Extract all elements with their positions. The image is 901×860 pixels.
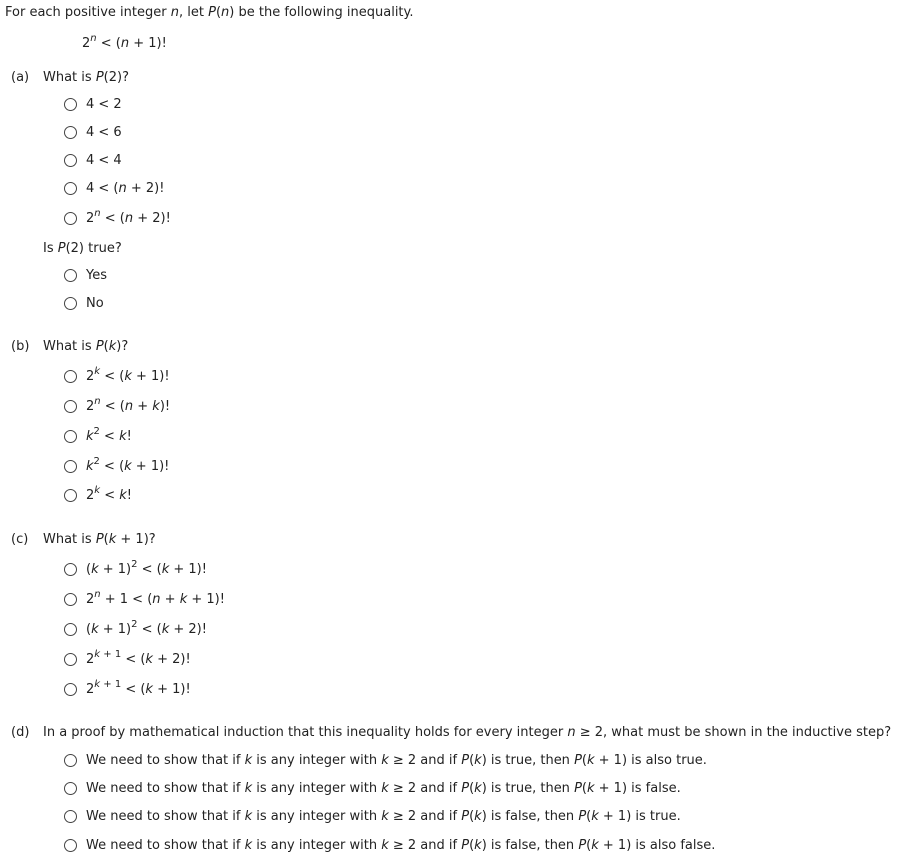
radio-button[interactable] <box>64 297 77 310</box>
option-label: $(k + 1)^2 < (k + 2)$! <box>86 618 207 637</box>
option-label: $2^{k + 1} < (k + 1)$! <box>86 678 191 697</box>
part-b-option-3[interactable] <box>64 427 132 445</box>
option-label: $2^k < k$! <box>86 484 132 503</box>
option-label: $2^n < (n + k)$! <box>86 395 171 414</box>
option-label: We need to show that if k is any integer with k ≥ 2 and if P(k) is false, then P(k + 1) is also false. <box>86 837 716 853</box>
radio-button[interactable] <box>64 460 77 473</box>
option-label: We need to show that if k is any integer with k ≥ 2 and if P(k) is true, then P(k + 1) is false. <box>86 780 681 796</box>
radio-button[interactable] <box>64 810 77 823</box>
part-d-option-3[interactable] <box>64 807 681 825</box>
option-label: $k^2 < (k + 1)$! <box>86 455 170 474</box>
option-label: We need to show that if k is any integer with k ≥ 2 and if P(k) is true, then P(k + 1) is also true. <box>86 752 707 768</box>
part-a-option-3[interactable] <box>64 151 122 169</box>
option-label: $2^n + 1 < (n + k + 1)$! <box>86 588 225 607</box>
part-b-option-1[interactable] <box>64 367 170 385</box>
radio-button[interactable] <box>64 839 77 852</box>
part-a-label: (a) <box>11 70 30 85</box>
part-b-option-4[interactable] <box>64 457 169 475</box>
option-label: 4 < 6 <box>86 124 122 140</box>
part-c-option-1[interactable] <box>64 560 207 578</box>
part-a-yes-option[interactable] <box>64 266 107 284</box>
radio-button[interactable] <box>64 212 77 225</box>
option-label: $(k + 1)^2 < (k + 1)$! <box>86 558 207 577</box>
part-b-option-5[interactable] <box>64 486 132 504</box>
part-c-option-2[interactable] <box>64 590 225 608</box>
radio-button[interactable] <box>64 593 77 606</box>
option-label: 4 < 2 <box>86 96 122 112</box>
part-b-option-2[interactable] <box>64 397 170 415</box>
radio-button[interactable] <box>64 269 77 282</box>
part-b-label: (b) <box>11 339 30 354</box>
part-a-option-5[interactable] <box>64 209 171 227</box>
radio-button[interactable] <box>64 782 77 795</box>
option-label: $2^{k + 1} < (k + 2)$! <box>86 648 191 667</box>
radio-button[interactable] <box>64 623 77 636</box>
option-label: Yes <box>86 267 107 283</box>
part-a-option-1[interactable] <box>64 95 122 113</box>
part-a-question: What is P(2)? <box>43 70 129 85</box>
part-d-label: (d) <box>11 725 30 740</box>
part-c-option-5[interactable] <box>64 680 191 698</box>
radio-button[interactable] <box>64 563 77 576</box>
part-c-option-4[interactable] <box>64 650 191 668</box>
option-label: 4 < (n + 2)! <box>86 180 165 196</box>
radio-button[interactable] <box>64 430 77 443</box>
part-a-no-option[interactable] <box>64 294 104 312</box>
option-label: We need to show that if k is any integer with k ≥ 2 and if P(k) is false, then P(k + 1) is true. <box>86 808 681 824</box>
option-label: $2^n < (n + 2)$! <box>86 207 171 226</box>
radio-button[interactable] <box>64 400 77 413</box>
part-a-question-2: Is P(2) true? <box>43 241 122 256</box>
radio-button[interactable] <box>64 154 77 167</box>
radio-button[interactable] <box>64 489 77 502</box>
radio-button[interactable] <box>64 126 77 139</box>
radio-button[interactable] <box>64 653 77 666</box>
part-d-option-4[interactable] <box>64 836 715 854</box>
radio-button[interactable] <box>64 370 77 383</box>
radio-button[interactable] <box>64 754 77 767</box>
part-a-option-2[interactable] <box>64 123 122 141</box>
part-d-option-2[interactable] <box>64 779 681 797</box>
part-c-question: What is P(k + 1)? <box>43 532 156 547</box>
problem-statement: For each positive integer n, let P(n) be the following inequality. <box>5 5 414 20</box>
option-label: $k^2 < k$! <box>86 425 132 444</box>
main-inequality: $2^n < (n + 1)$! <box>82 33 167 51</box>
radio-button[interactable] <box>64 683 77 696</box>
part-a-option-4[interactable] <box>64 179 164 197</box>
part-b-question: What is P(k)? <box>43 339 129 354</box>
part-d-option-1[interactable] <box>64 751 707 769</box>
option-label: No <box>86 295 104 311</box>
part-c-label: (c) <box>11 532 29 547</box>
option-label: $2^k < (k + 1)$! <box>86 365 170 384</box>
radio-button[interactable] <box>64 182 77 195</box>
part-d-question: In a proof by mathematical induction that this inequality holds for every integer n ≥ 2, what must be shown in the inductive step? <box>43 725 892 740</box>
radio-button[interactable] <box>64 98 77 111</box>
option-label: 4 < 4 <box>86 152 122 168</box>
part-c-option-3[interactable] <box>64 620 207 638</box>
